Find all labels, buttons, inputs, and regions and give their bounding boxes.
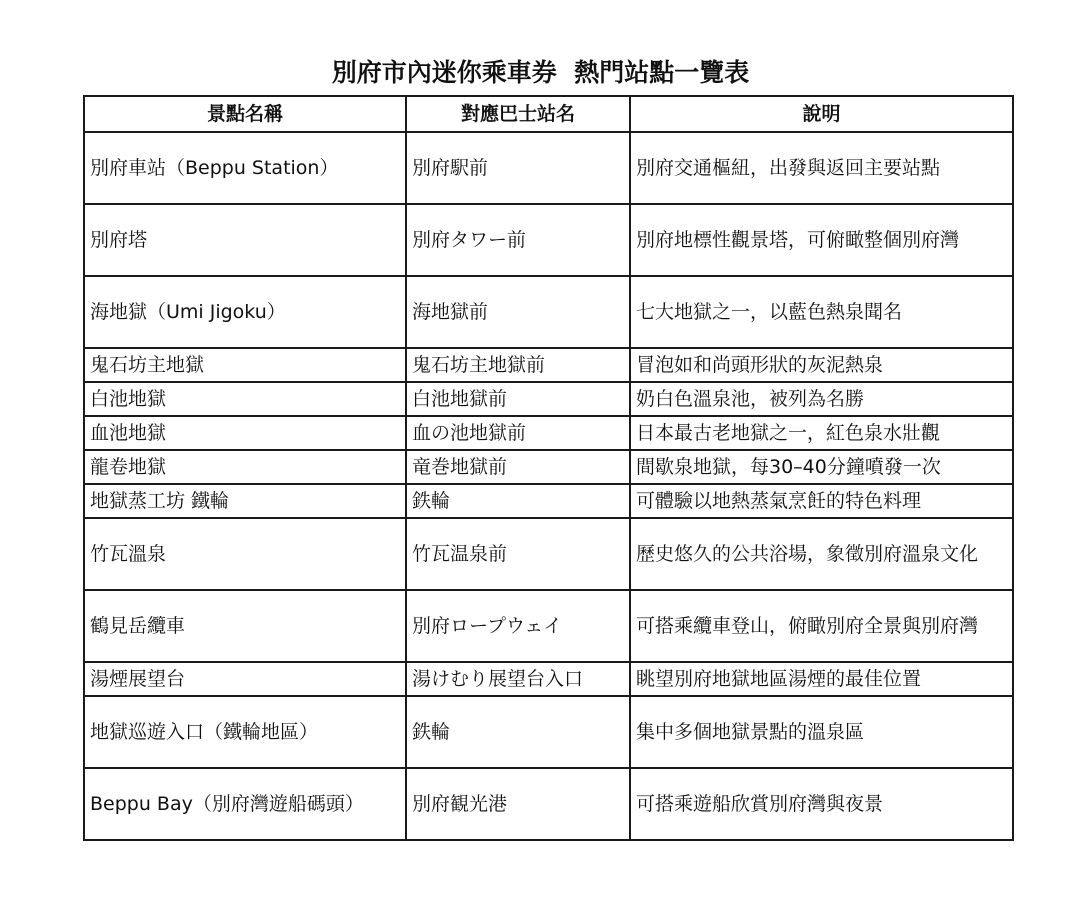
spot-name-cell: 鶴見岳纜車: [84, 590, 406, 662]
spot-name-cell: 鬼石坊主地獄: [84, 348, 406, 382]
table-row: [84, 590, 1013, 662]
description-cell: 可搭乘遊船欣賞別府灣與夜景: [630, 768, 1013, 840]
page-title: 別府市內迷你乘車券 熱門站點一覽表: [331, 58, 750, 87]
table-row: [84, 768, 1013, 840]
bus-stop-cell: 鬼石坊主地獄前: [406, 348, 630, 382]
column-header-description: 說明: [630, 96, 1013, 132]
spot-name-cell: 血池地獄: [84, 416, 406, 450]
bus-stop-cell: 鉄輪: [406, 696, 630, 768]
table-row: [84, 348, 1013, 382]
table-row: [84, 518, 1013, 590]
spot-name-cell: Beppu Bay（別府灣遊船碼頭）: [84, 768, 406, 840]
spot-name-cell: 白池地獄: [84, 382, 406, 416]
spot-name-cell: 別府車站（Beppu Station）: [84, 132, 406, 204]
bus-stop-cell: 湯けむり展望台入口: [406, 662, 630, 696]
description-cell: 可體驗以地熱蒸氣烹飪的特色料理: [630, 484, 1013, 518]
description-cell: 奶白色溫泉池，被列為名勝: [630, 382, 1013, 416]
column-header-spot-name: 景點名稱: [84, 96, 406, 132]
spot-name-cell: 地獄巡遊入口（鐵輪地區）: [84, 696, 406, 768]
table-row: [84, 450, 1013, 484]
spot-name-cell: 湯煙展望台: [84, 662, 406, 696]
table-row: [84, 382, 1013, 416]
description-cell: 別府交通樞紐，出發與返回主要站點: [630, 132, 1013, 204]
description-cell: 歷史悠久的公共浴場，象徵別府溫泉文化: [630, 518, 1013, 590]
bus-stop-cell: 竜巻地獄前: [406, 450, 630, 484]
table-row: [84, 276, 1013, 348]
column-header-bus-stop: 對應巴士站名: [406, 96, 630, 132]
description-cell: 七大地獄之一，以藍色熱泉聞名: [630, 276, 1013, 348]
spot-name-cell: 竹瓦溫泉: [84, 518, 406, 590]
spots-table: [83, 95, 1014, 841]
table-header-row: [84, 96, 1013, 132]
description-cell: 可搭乘纜車登山，俯瞰別府全景與別府灣: [630, 590, 1013, 662]
table-row: [84, 484, 1013, 518]
bus-stop-cell: 別府ロープウェイ: [406, 590, 630, 662]
table-row: [84, 696, 1013, 768]
bus-stop-cell: 鉄輪: [406, 484, 630, 518]
spot-name-cell: 地獄蒸工坊 鐵輪: [84, 484, 406, 518]
bus-stop-cell: 海地獄前: [406, 276, 630, 348]
spot-name-cell: 龍卷地獄: [84, 450, 406, 484]
description-cell: 間歇泉地獄，每30–40分鐘噴發一次: [630, 450, 1013, 484]
bus-stop-cell: 白池地獄前: [406, 382, 630, 416]
spot-name-cell: 別府塔: [84, 204, 406, 276]
description-cell: 集中多個地獄景點的溫泉區: [630, 696, 1013, 768]
description-cell: 別府地標性觀景塔，可俯瞰整個別府灣: [630, 204, 1013, 276]
description-cell: 冒泡如和尚頭形狀的灰泥熱泉: [630, 348, 1013, 382]
description-cell: 眺望別府地獄地區湯煙的最佳位置: [630, 662, 1013, 696]
bus-stop-cell: 別府観光港: [406, 768, 630, 840]
bus-stop-cell: 竹瓦温泉前: [406, 518, 630, 590]
spot-name-cell: 海地獄（Umi Jigoku）: [84, 276, 406, 348]
bus-stop-cell: 血の池地獄前: [406, 416, 630, 450]
table-row: [84, 132, 1013, 204]
table-row: [84, 416, 1013, 450]
table-row: [84, 204, 1013, 276]
table-row: [84, 662, 1013, 696]
description-cell: 日本最古老地獄之一，紅色泉水壯觀: [630, 416, 1013, 450]
bus-stop-cell: 別府駅前: [406, 132, 630, 204]
bus-stop-cell: 別府タワー前: [406, 204, 630, 276]
